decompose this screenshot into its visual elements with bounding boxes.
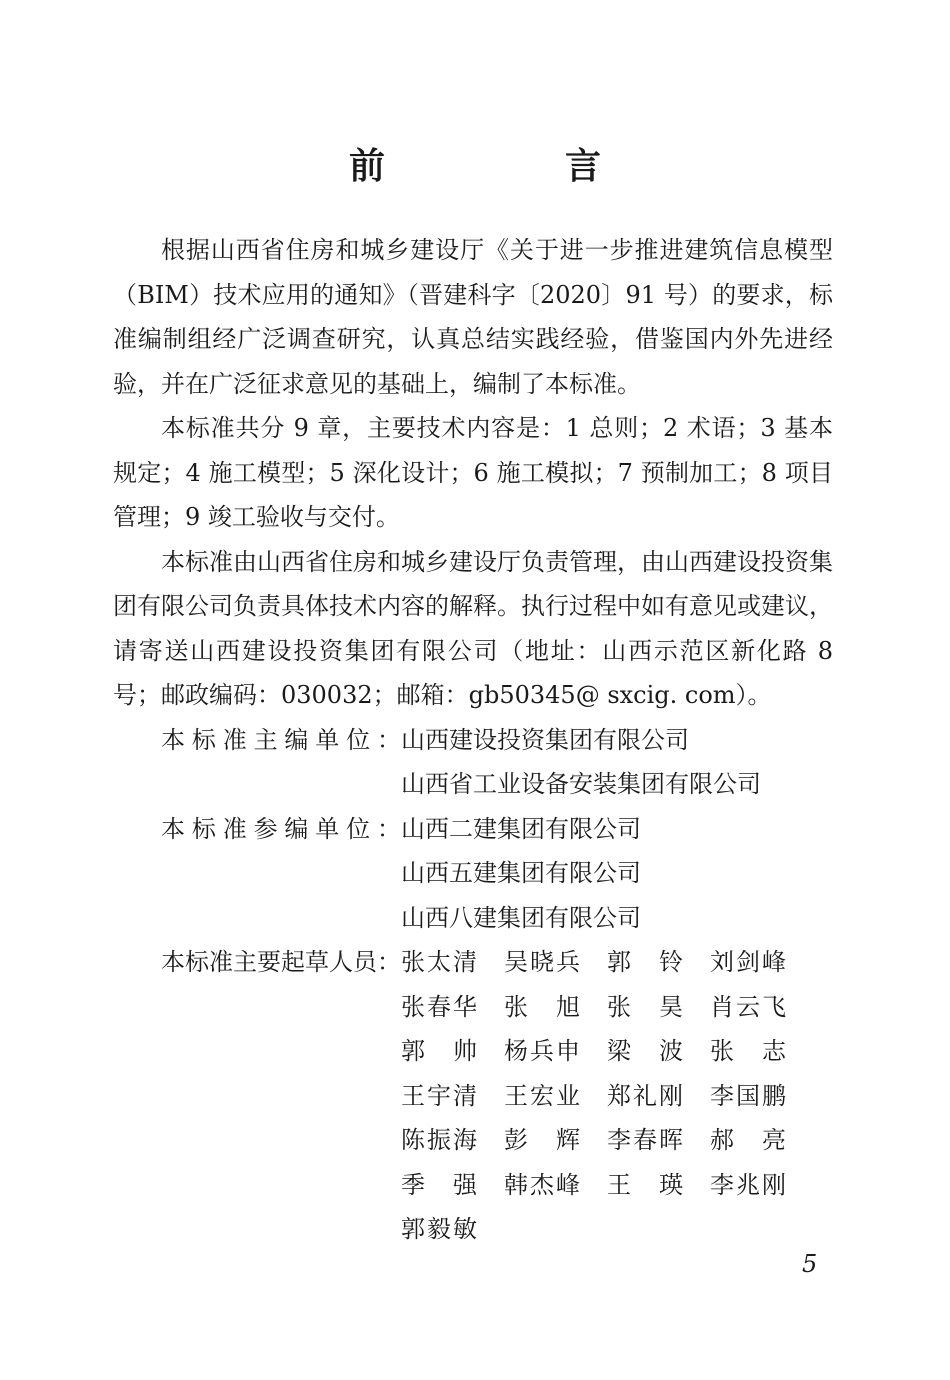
chief-editor-row: [113, 762, 833, 807]
drafter-row: [113, 985, 833, 1030]
drafter-name: 郭帅: [401, 1037, 477, 1065]
drafter-name: 郭毅敏: [401, 1215, 477, 1243]
drafter-name: 吴晓兵: [504, 948, 580, 976]
co-editor-row: [113, 807, 833, 852]
co-editor-unit: 山西五建集团有限公司: [401, 859, 641, 887]
drafter-row: [113, 1207, 833, 1252]
drafter-row: [113, 1163, 833, 1208]
drafter-name: 王宇清: [401, 1081, 477, 1110]
drafter-name: 王瑛: [607, 1170, 683, 1199]
drafter-name: 李国鹏: [710, 1081, 786, 1110]
drafter-row: [113, 1074, 833, 1119]
drafter-name: 梁波: [607, 1037, 683, 1065]
chief-editor-label: 本标准主编单位：: [161, 725, 401, 754]
co-editor-unit: 山西二建集团有限公司: [401, 814, 641, 843]
co-editor-label: 本标准参编单位：: [161, 814, 401, 843]
paragraph: 根据山西省住房和城乡建设厅《关于进一步推进建筑信息模型（BIM）技术应用的通知》（晋建科字〔2020〕91 号）的要求，标准编制组经广泛调查研究，认真总结实践经验，借鉴国内外先进经验，并在广泛征求意见的基础上，编制了本标准。: [113, 236, 833, 398]
drafter-name: 杨兵申: [504, 1037, 580, 1065]
drafter-row: [113, 940, 833, 985]
drafter-name: 季强: [401, 1170, 477, 1199]
preface-body: [113, 228, 833, 1252]
drafter-name: 张旭: [504, 992, 580, 1021]
drafter-name: 韩杰峰: [504, 1170, 580, 1199]
drafter-row: [113, 1118, 833, 1163]
drafter-label: 本标准主要起草人员：: [161, 948, 401, 976]
drafter-name: 彭辉: [504, 1126, 580, 1154]
drafter-name: 张太清: [401, 948, 477, 976]
chief-editor-unit: 山西建设投资集团有限公司: [401, 725, 689, 754]
drafter-row: [113, 1029, 833, 1074]
drafter-name: 郝亮: [710, 1126, 786, 1154]
drafter-name: 郑礼刚: [607, 1081, 683, 1110]
paragraph: 本标准共分 9 章，主要技术内容是：1 总则；2 术语；3 基本规定；4 施工模型；5 深化设计；6 施工模拟；7 预制加工；8 项目管理；9 竣工验收与交付。: [113, 414, 833, 531]
co-editor-row: [113, 851, 833, 896]
co-editor-unit: 山西八建集团有限公司: [401, 903, 641, 932]
drafter-name: 张春华: [401, 992, 477, 1021]
page-number: 5: [802, 1250, 818, 1278]
drafter-name: 肖云飞: [710, 992, 786, 1021]
co-editor-row: [113, 896, 833, 941]
drafter-name: 李春晖: [607, 1126, 683, 1154]
drafter-name: 陈振海: [401, 1126, 477, 1154]
drafter-name: 张昊: [607, 992, 683, 1021]
drafter-name: 张志: [710, 1037, 786, 1065]
page-title: 前 言: [348, 145, 673, 187]
drafter-name: 李兆刚: [710, 1170, 786, 1199]
chief-editor-unit: 山西省工业设备安装集团有限公司: [401, 770, 761, 798]
drafter-name: 郭铃: [607, 948, 683, 976]
paragraph: 本标准由山西省住房和城乡建设厅负责管理，由山西建设投资集团有限公司负责具体技术内容的解释。执行过程中如有意见或建议，请寄送山西建设投资集团有限公司（地址：山西示范区新化路 8 号；邮政编码：030032；邮箱：gb50345@ sxcig. com）。: [113, 547, 833, 709]
drafter-name: 刘剑峰: [710, 948, 786, 976]
drafter-name: 王宏业: [504, 1081, 580, 1110]
chief-editor-row: [113, 718, 833, 763]
